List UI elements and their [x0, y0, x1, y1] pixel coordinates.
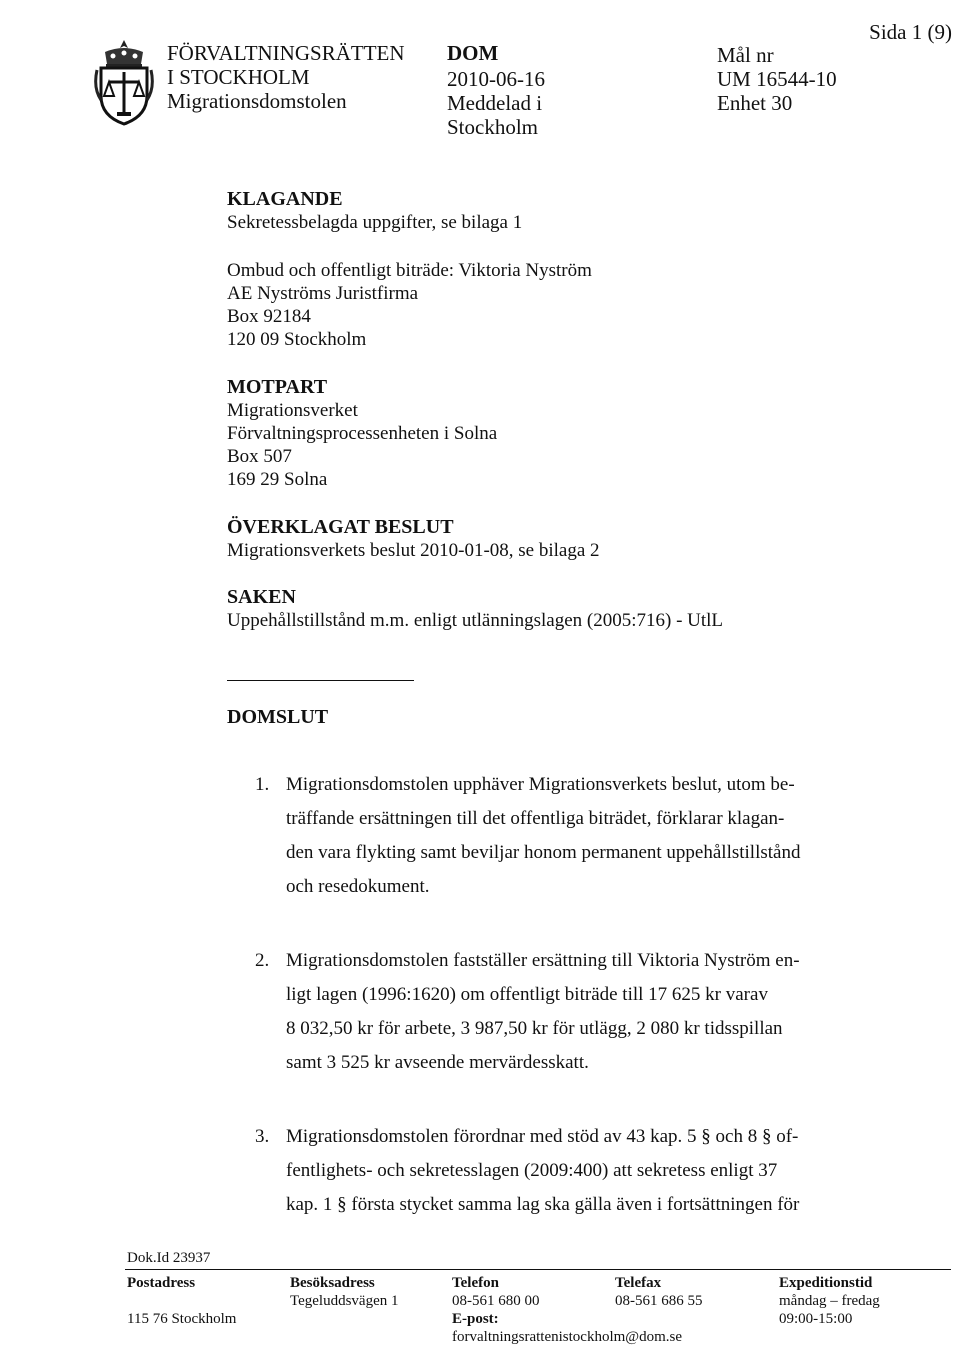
- domslut-item-line: ligt lagen (1996:1620) om offentligt biträde till 17 625 kr varav: [286, 984, 768, 1005]
- footer-visit: [290, 1274, 399, 1310]
- email-label: E-post:: [452, 1311, 499, 1327]
- court-name-line1: FÖRVALTNINGSRÄTTEN: [167, 41, 405, 65]
- motpart-line: Migrationsverket: [227, 400, 358, 421]
- ombud-line: Box 92184: [227, 306, 311, 327]
- motpart-line: Förvaltningsprocessenheten i Solna: [227, 423, 498, 444]
- overklagat-heading: ÖVERKLAGAT BESLUT: [227, 516, 454, 538]
- document-type: DOM: [447, 41, 499, 65]
- footer-hours: [779, 1274, 880, 1328]
- section-overklagat: [227, 515, 600, 562]
- section-saken: [227, 585, 723, 632]
- phone-label: Telefon: [452, 1275, 499, 1291]
- email-value: forvaltningsrattenistockholm@dom.se: [452, 1329, 683, 1345]
- footer-divider: [125, 1269, 951, 1270]
- hours-time: 09:00-15:00: [779, 1311, 853, 1327]
- case-label: Mål nr: [717, 43, 774, 67]
- motpart-line: 169 29 Solna: [227, 469, 328, 490]
- overklagat-line: Migrationsverkets beslut 2010-01-08, se bilaga 2: [227, 540, 600, 561]
- document-date: 2010-06-16: [447, 67, 545, 91]
- hours-label: Expeditionstid: [779, 1275, 873, 1291]
- ombud-line: 120 09 Stockholm: [227, 329, 367, 350]
- domslut-item: [286, 1120, 846, 1222]
- ombud-line: Ombud och offentligt biträde: Viktoria Nyström: [227, 260, 592, 281]
- saken-heading: SAKEN: [227, 586, 296, 608]
- domslut-item-line: Migrationsdomstolen förordnar med stöd av 43 kap. 5 § och 8 § of-: [286, 1126, 799, 1147]
- court-name-line2: I STOCKHOLM: [167, 65, 310, 89]
- domslut-item-line: samt 3 525 kr avseende mervärdesskatt.: [286, 1052, 589, 1073]
- domslut-item-line: träffande ersättningen till det offentliga biträdet, förklarar klagan-: [286, 808, 785, 829]
- domslut-item-number: 1.: [255, 774, 270, 795]
- motpart-line: Box 507: [227, 446, 292, 467]
- domslut-item-number: 3.: [255, 1126, 270, 1147]
- case-number: UM 16544-10: [717, 67, 837, 91]
- domslut-item: [286, 944, 846, 1080]
- court-division: Migrationsdomstolen: [167, 89, 347, 113]
- domslut-item-line: kap. 1 § första stycket samma lag ska gälla även i fortsättningen för: [286, 1194, 800, 1215]
- announced-line2: Stockholm: [447, 115, 539, 139]
- postal-label: Postadress: [127, 1275, 196, 1291]
- saken-line: Uppehållstillstånd m.m. enligt utlänningslagen (2005:716) - UtlL: [227, 610, 724, 631]
- domslut-item-line: och resedokument.: [286, 876, 430, 897]
- domslut-item-number: 2.: [255, 950, 270, 971]
- domslut-item: [286, 768, 846, 904]
- phone-value: 08-561 680 00: [452, 1293, 540, 1309]
- page-indicator: Sida 1 (9): [869, 20, 952, 44]
- section-ombud: [227, 259, 592, 351]
- announced-line1: Meddelad i: [447, 91, 543, 115]
- fax-label: Telefax: [615, 1275, 662, 1291]
- section-klagande: [227, 187, 522, 234]
- visit-label: Besöksadress: [290, 1275, 375, 1291]
- domslut-item-line: den vara flykting samt beviljar honom permanent uppehållstillstånd: [286, 842, 801, 863]
- ombud-line: AE Nyströms Juristfirma: [227, 283, 419, 304]
- fax-value: 08-561 686 55: [615, 1293, 703, 1309]
- motpart-heading: MOTPART: [227, 376, 328, 398]
- klagande-heading: KLAGANDE: [227, 188, 343, 210]
- domslut-heading: DOMSLUT: [227, 706, 329, 728]
- domslut-item-line: fentlighets- och sekretesslagen (2009:400) att sekretess enligt 37: [286, 1160, 778, 1181]
- visit-value: Tegeluddsvägen 1: [290, 1293, 399, 1309]
- section-divider: [227, 680, 414, 681]
- postal-value: 115 76 Stockholm: [127, 1311, 237, 1327]
- unit-label: Enhet 30: [717, 91, 793, 115]
- hours-days: måndag – fredag: [779, 1293, 880, 1309]
- domslut-item-line: Migrationsdomstolen fastställer ersättning till Viktoria Nyström en-: [286, 950, 800, 971]
- domslut-item-line: 8 032,50 kr för arbete, 3 987,50 kr för utlägg, 2 080 kr tidsspillan: [286, 1018, 783, 1039]
- court-crest-emblem: [93, 38, 155, 126]
- domslut-item-line: Migrationsdomstolen upphäver Migrationsverkets beslut, utom be-: [286, 774, 795, 795]
- section-motpart: [227, 375, 497, 491]
- document-id: Dok.Id 23937: [127, 1250, 211, 1266]
- footer-fax: [615, 1274, 703, 1310]
- footer-postal: [127, 1274, 236, 1328]
- klagande-line: Sekretessbelagda uppgifter, se bilaga 1: [227, 212, 523, 233]
